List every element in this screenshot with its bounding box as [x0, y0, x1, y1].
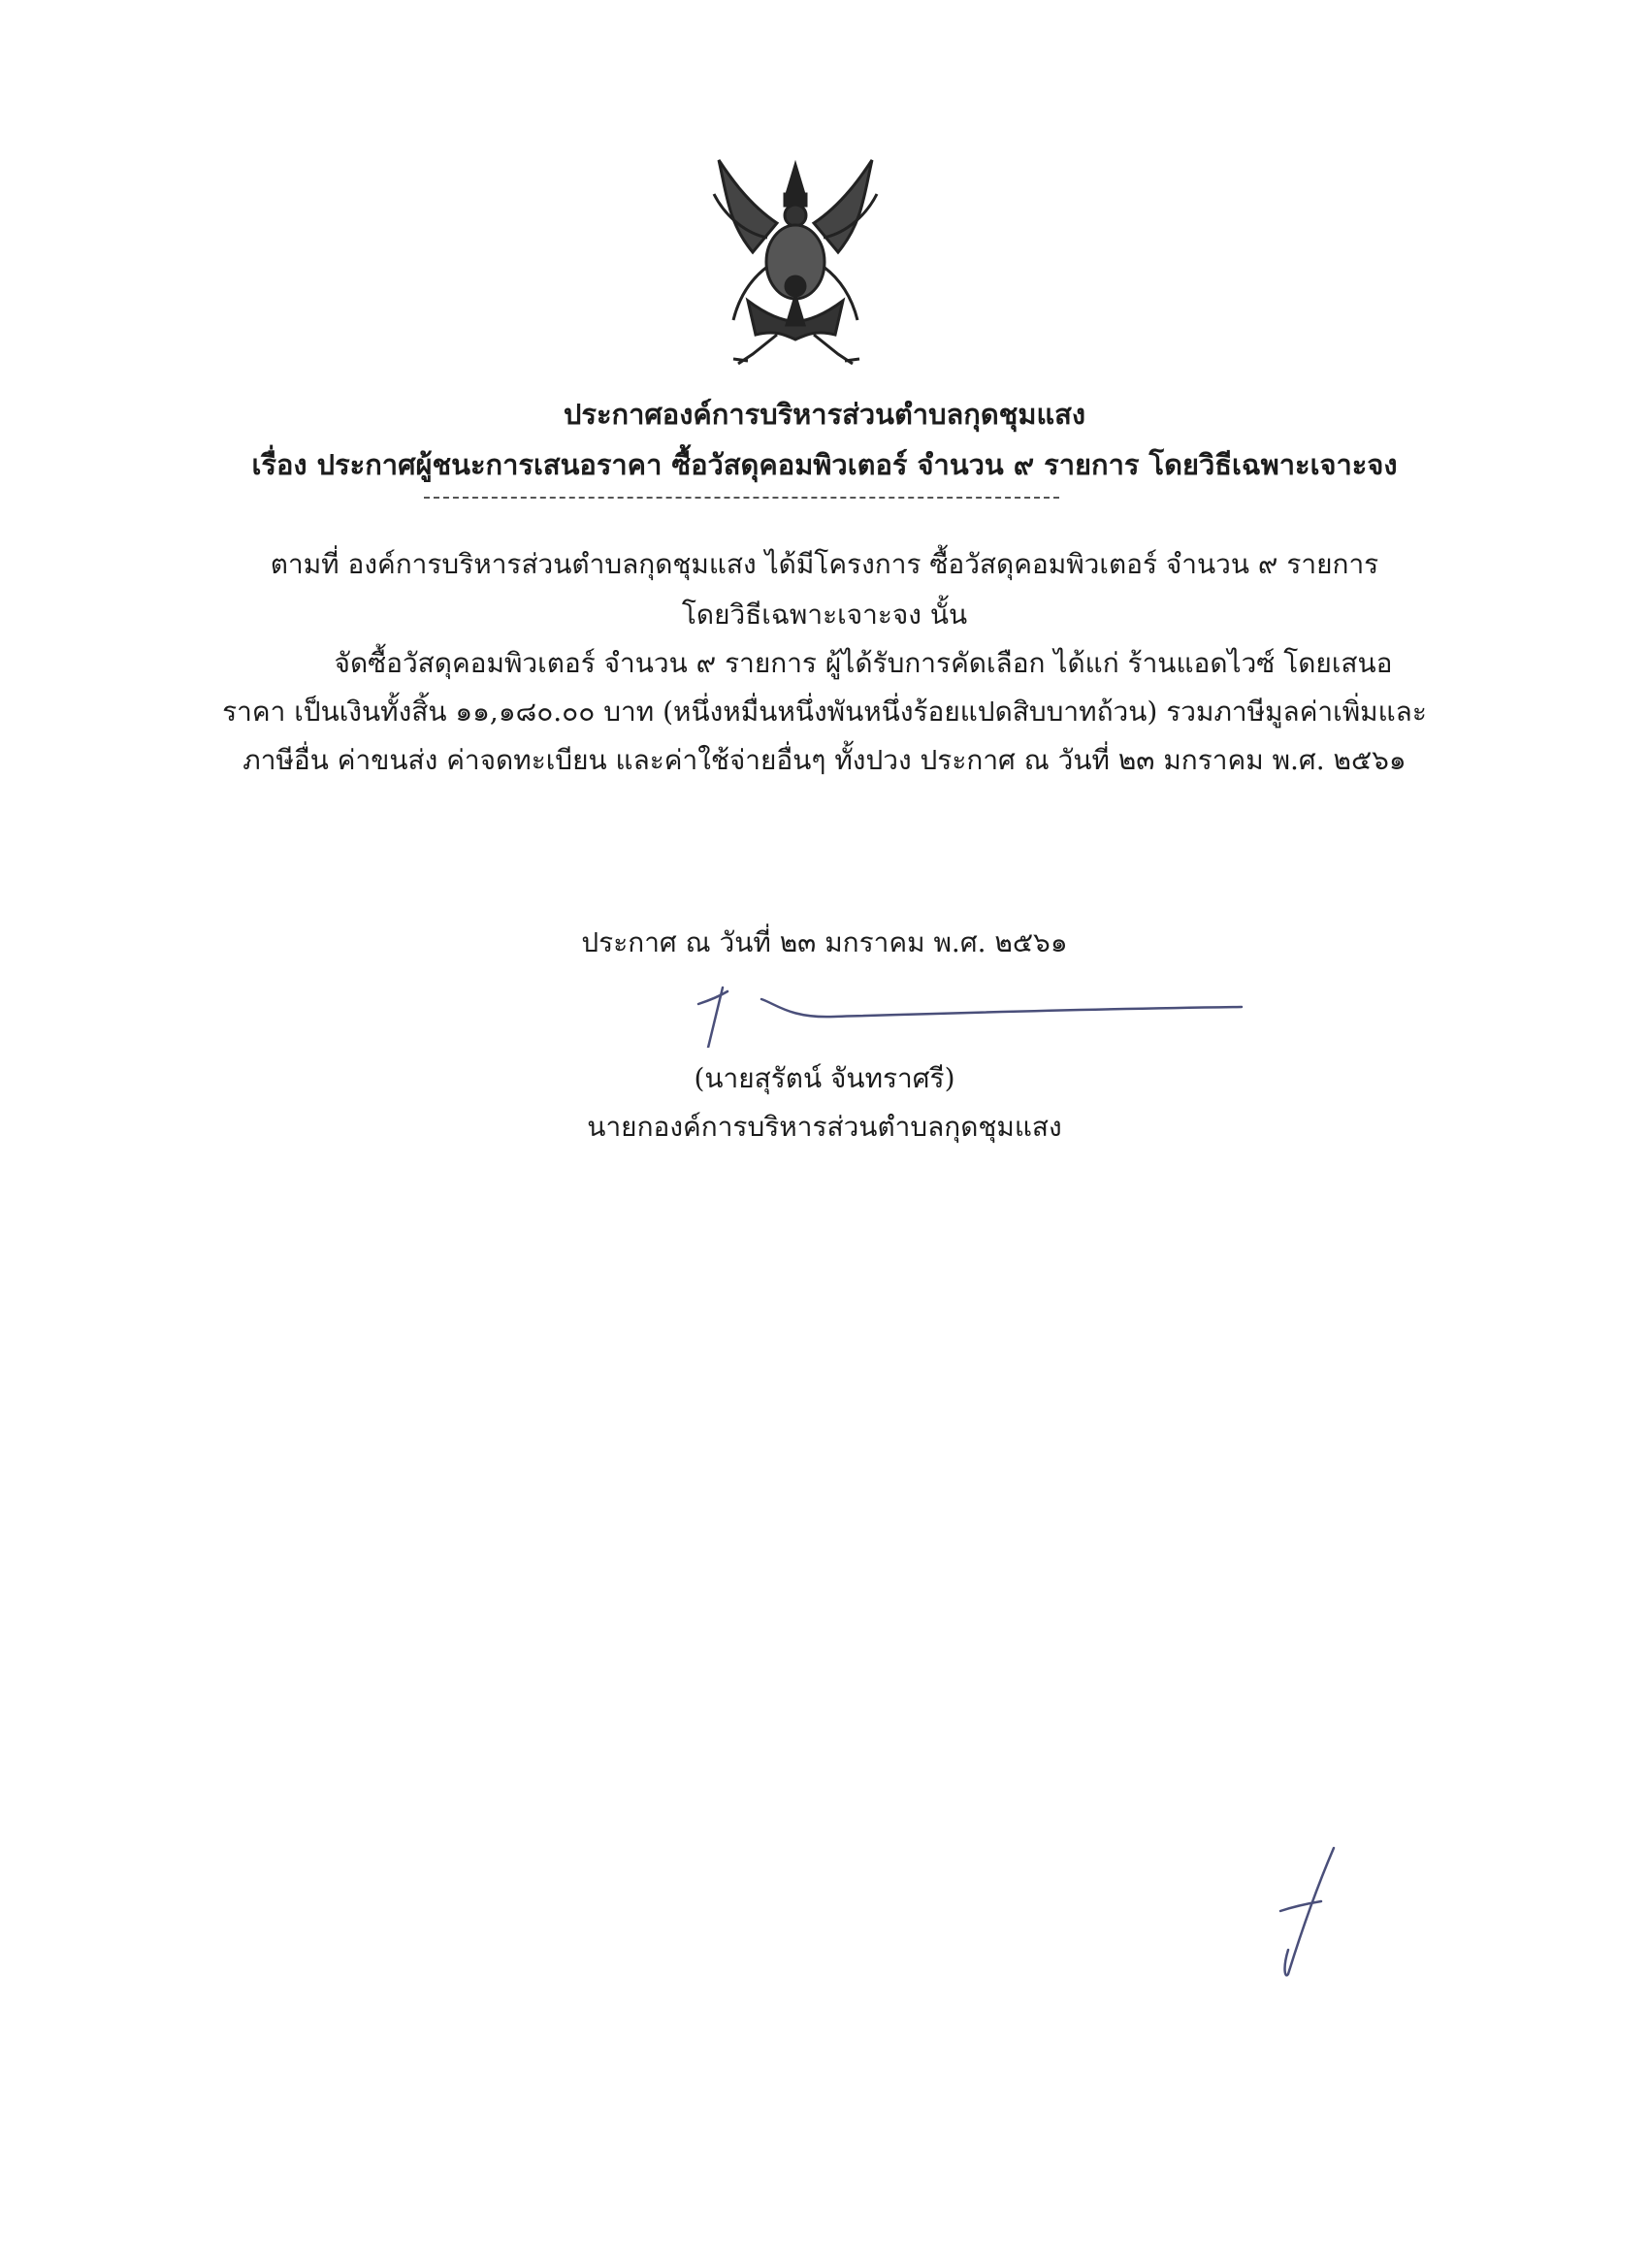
signature	[679, 980, 1261, 1048]
announcement-subject: เรื่อง ประกาศผู้ชนะการเสนอราคา ซื้อวัสดุคอมพิวเตอร์ จำนวน ๙ รายการ โดยวิธีเฉพาะเจาะจง	[251, 448, 1398, 481]
garuda-emblem-icon	[709, 155, 882, 371]
announcement-title: ประกาศองค์การบริหารส่วนตำบลกุดชุมแสง	[563, 398, 1085, 431]
signer-name: (นายสุรัตน์ จันทราศรี)	[694, 1062, 955, 1094]
announcement-date: ประกาศ ณ วันที่ ๒๓ มกราคม พ.ศ. ๒๕๖๑	[581, 926, 1068, 958]
body-line: ภาษีอื่น ค่าขนส่ง ค่าจดทะเบียน และค่าใช้จ่ายอื่นๆ ทั้งปวง ประกาศ ณ วันที่ ๒๓ มกราคม พ.ศ. ๒๕๖๑	[242, 744, 1406, 776]
body-line: ราคา เป็นเงินทั้งสิ้น ๑๑,๑๘๐.๐๐ บาท (หนึ่งหมื่นหนึ่งพันหนึ่งร้อยแปดสิบบาทถ้วน) รวมภาษีมูลค่าเพิ่มและ	[222, 696, 1427, 728]
divider	[424, 497, 1059, 499]
body-line: จัดซื้อวัสดุคอมพิวเตอร์ จำนวน ๙ รายการ ผู้ได้รับการคัดเลือก ได้แก่ ร้านแอดไวซ์ โดยเสนอ	[334, 647, 1393, 679]
body-line: ตามที่ องค์การบริหารส่วนตำบลกุดชุมแสง ได้มีโครงการ ซื้อวัสดุคอมพิวเตอร์ จำนวน ๙ รายการ	[270, 548, 1379, 580]
body-line: โดยวิธีเฉพาะเจาะจง นั้น	[681, 599, 968, 631]
initial-mark	[1261, 1843, 1339, 1979]
signer-position: นายกองค์การบริหารส่วนตำบลกุดชุมแสง	[587, 1111, 1062, 1143]
